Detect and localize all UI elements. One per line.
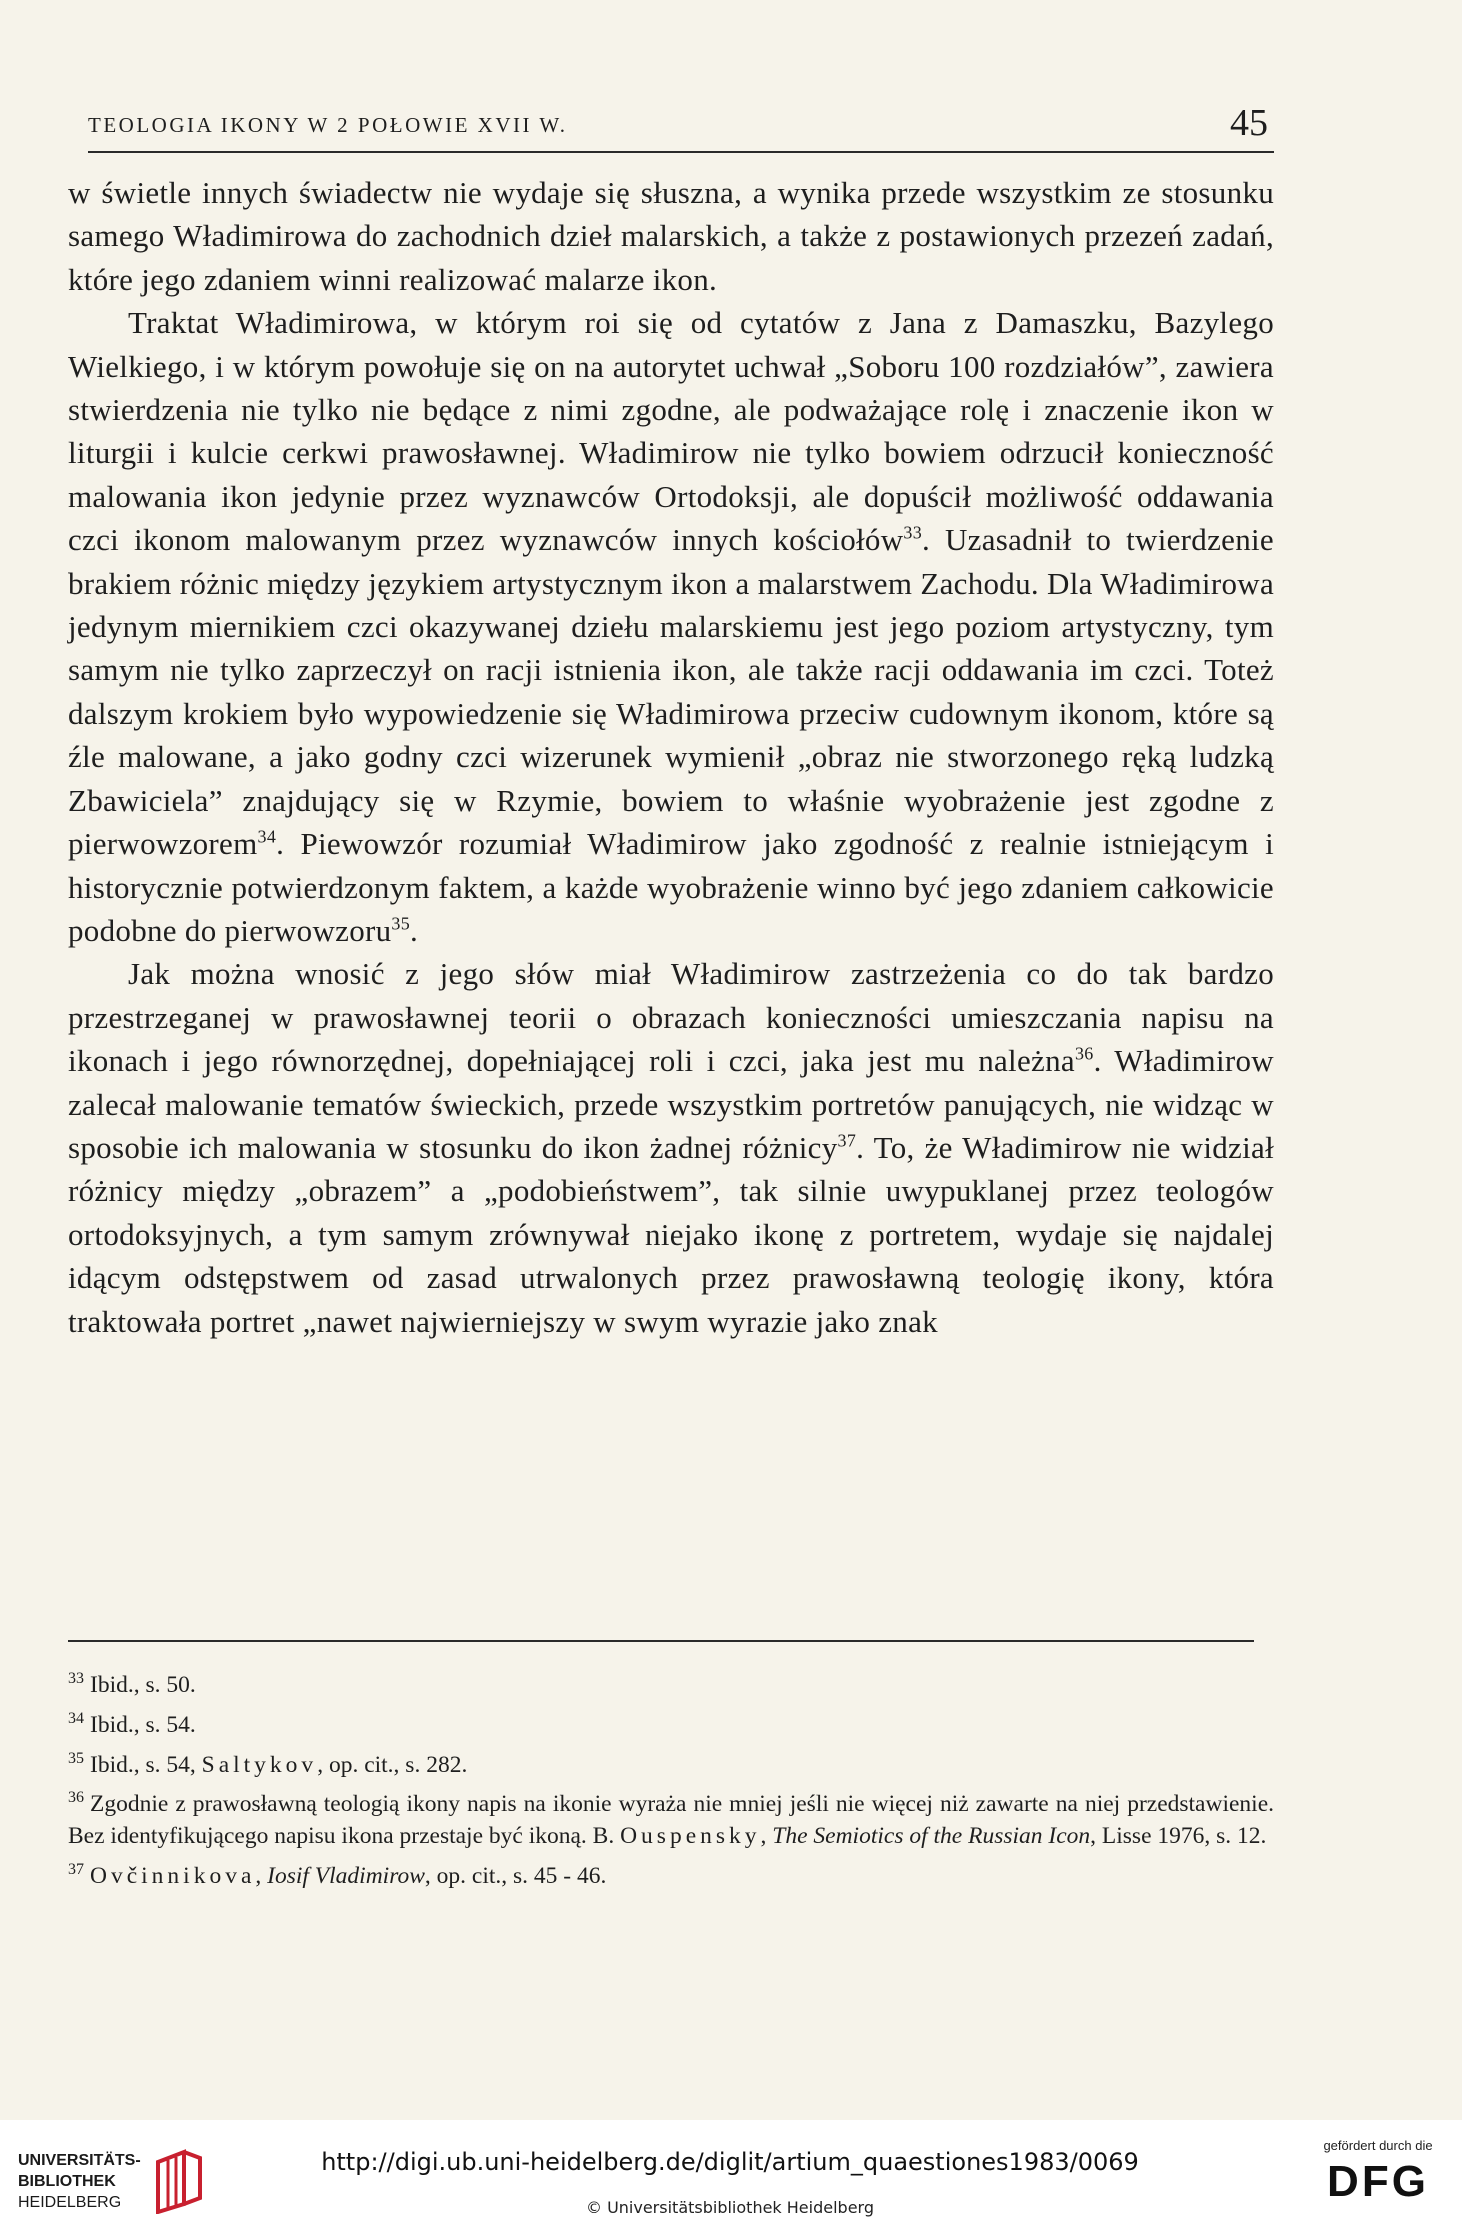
footnote-reference: 37 [837, 1130, 857, 1151]
dfg-logo: DFG [1327, 2157, 1429, 2206]
footnote-36: $^{36}$ Zgodnie z prawosławną teologią ikony napis na ikonie wyraża nie mniej jeśli nie więcej niż zawarte na niej przedstawienie. Bez identyfikującego napisu ikona przestaje być ikoną. B. Ouspensky, The Semiotics of the Russian Icon, Lisse 1976, s. 12. [68, 1789, 1274, 1850]
footnotes [68, 1663, 1274, 1894]
paragraph-3: Jak można wnosić z jego słów miał Władimirow zastrzeżenia co do tak bardzo przestrzeganej w prawosławnej teorii o obrazach konieczności umieszczania napisu na ikonach i jego równorzędnej, dopełniającej roli i czci, jaka jest mu należna$^{36}$. Władimirow zalecał malowanie tematów świeckich, przede wszystkim portretów panujących, nie widząc w sposobie ich malowania w stosunku do ikon żadnej różnicy$^{37}$. To, że Władimirow nie widział różnicy między „obrazem” a „podobieństwem”, tak silnie uwypuklanej przez teologów ortodoksyjnych, a tym samym zrównywał niejako ikonę z portretem, wydaje się najdalej idącym odstępstwem od zasad utrwalonych przez prawosławną teologię ikony, która traktowała portret „nawet najwierniejszy w swym wyrazie jako znak [68, 956, 1274, 1339]
copyright-notice: © Universitätsbibliothek Heidelberg [585, 2198, 874, 2217]
footnote-33: $^{33}$ Ibid., s. 50. [68, 1670, 196, 1698]
work-title: The Semiotics of the Russian Icon [772, 1823, 1091, 1850]
logo-line-1: UNIVERSITÄTS- [18, 2152, 141, 2169]
body-text [68, 171, 1274, 1343]
footnote-reference: 33 [903, 522, 923, 543]
paragraph-1: w świetle innych świadectw nie wydaje się słuszna, a wynika przede wszystkim ze stosunku samego Władimirowa do zachodnich dzieł malarskich, a także z postawionych przezeń zadań, które jego zdaniem winni realizować malarze ikon. [68, 175, 1274, 297]
library-emblem-icon [154, 2148, 204, 2214]
footnote-number: 34 [68, 1709, 84, 1727]
footnote-34: $^{34}$ Ibid., s. 54. [68, 1709, 196, 1738]
footnote-number: 35 [68, 1749, 84, 1767]
page-number: 45 [1230, 102, 1268, 144]
footnote-number: 36 [68, 1789, 84, 1807]
footnote-number: 37 [68, 1861, 84, 1879]
logo-line-2: BIBLIOTHEK [18, 2173, 116, 2190]
permalink-url[interactable]: http://digi.ub.uni-heidelberg.de/diglit/artium_quaestiones1983/0069 [321, 2148, 1139, 2176]
book-page [68, 95, 1274, 1995]
work-title: Iosif Vladimirow [267, 1863, 425, 1890]
footnote-35: $^{35}$ Ibid., s. 54, Saltykov, op. cit., s. 282. [68, 1749, 468, 1778]
running-head [88, 101, 1274, 153]
author-name: Saltykov [201, 1751, 318, 1778]
page-footer [0, 2120, 1462, 2228]
author-name: Ovčinnikova [90, 1863, 256, 1890]
footnote-reference: 36 [1074, 1043, 1094, 1064]
author-name: Ouspensky [620, 1823, 761, 1850]
footnote-number: 33 [68, 1670, 84, 1687]
footnote-reference: 34 [257, 826, 277, 847]
logo-line-3: HEIDELBERG [18, 2194, 122, 2211]
footnote-rule [68, 1640, 1254, 1642]
funding-note: gefördert durch die [1323, 2138, 1433, 2153]
running-title: TEOLOGIA IKONY W 2 POŁOWIE XVII W. [88, 113, 568, 137]
funder-badge[interactable] [1318, 2138, 1438, 2207]
paragraph-2: Traktat Władimirowa, w którym roi się od cytatów z Jana z Damaszku, Bazylego Wielkiego, i w którym powołuje się on na autorytet uchwał „Soboru 100 rozdziałów”, zawiera stwierdzenia nie tylko nie będące z nimi zgodne, ale podważające rolę i znaczenie ikon w liturgii i kulcie cerkwi prawosławnej. Władimirow nie tylko bowiem odrzucił konieczność malowania ikon jedynie przez wyznawców Ortodoksji, ale dopuścił możliwość oddawania czci ikonom malowanym przez wyznawców innych kościołów$^{33}$. Uzasadnił to twierdzenie brakiem różnic między językiem artystycznym ikon a malarstwem Zachodu. Dla Władimirowa jedynym miernikiem czci okazywanej dziełu malarskiemu jest jego poziom artystyczny, tym samym nie tylko zaprzeczył on racji istnienia ikon, ale także racji oddawania im czci. Toteż dalszym krokiem było wypowiedzenie się Władimirowa przeciw cudownym ikonom, które są źle malowane, a jako godny czci wizerunek wymienił „obraz nie stworzonego ręką ludzką Zbawiciela” znajdujący się w Rzymie, bowiem to właśnie wyobrażenie jest zgodne z pierwowzorem$^{34}$. Piewowzór rozumiał Władimirow jako zgodność z realnie istniejącym i historycznie potwierdzonym faktem, a każde wyobrażenie winno być jego zdaniem całkowicie podobne do pierwowzoru$^{35}$. [68, 305, 1274, 948]
footnote-reference: 35 [391, 913, 411, 934]
footnote-37: $^{37}$ Ovčinnikova, Iosif Vladimirow, op. cit., s. 45 - 46. [68, 1861, 607, 1890]
